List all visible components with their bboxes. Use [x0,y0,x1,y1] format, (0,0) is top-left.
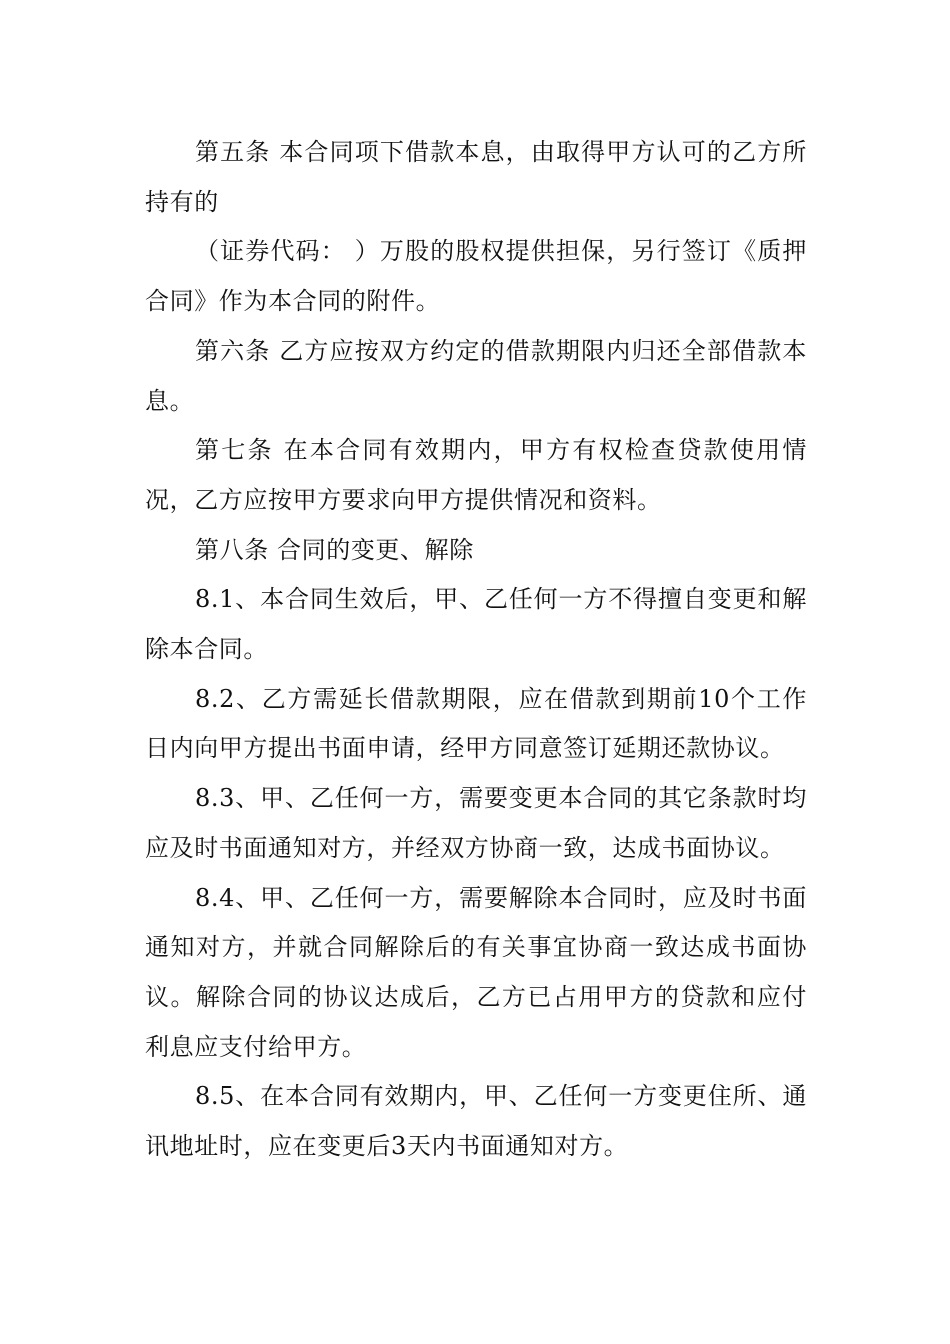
clause-8-3-paragraph: 8.3、甲、乙任何一方，需要变更本合同的其它条款时均应及时书面通知对方，并经双方协商一致，达成书面协议。 [145,784,807,862]
article-6-paragraph: 第六条 乙方应按双方约定的借款期限内归还全部借款本息。 [145,336,807,415]
clause-8-4-paragraph: 8.4、甲、乙任何一方，需要解除本合同时，应及时书面通知对方，并就合同解除后的有关事宜协商一致达成书面协议。解除合同的协议达成后，乙方已占用甲方的贷款和应付利息应支付给甲方。 [145,883,807,1061]
article-8-heading: 第八条 合同的变更、解除 [195,535,474,564]
clause-8-5-paragraph: 8.5、在本合同有效期内，甲、乙任何一方变更住所、通讯地址时，应在变更后3天内书面通知对方。 [145,1082,807,1161]
article-7-paragraph: 第七条 在本合同有效期内，甲方有权检查贷款使用情况，乙方应按甲方要求向甲方提供情况和资料。 [145,436,807,514]
clause-8-1-paragraph: 8.1、本合同生效后，甲、乙任何一方不得擅自变更和解除本合同。 [145,585,807,664]
clause-8-2-paragraph: 8.2、乙方需延长借款期限，应在借款到期前10个工作日内向甲方提出书面申请，经甲方同意签订延期还款协议。 [145,684,807,763]
document-body [145,128,807,1172]
article-5-continuation-paragraph: （证券代码： ）万股的股权提供担保，另行签订《质押合同》作为本合同的附件。 [145,237,807,316]
article-5-paragraph: 第五条 本合同项下借款本息，由取得甲方认可的乙方所持有的 [145,138,807,216]
